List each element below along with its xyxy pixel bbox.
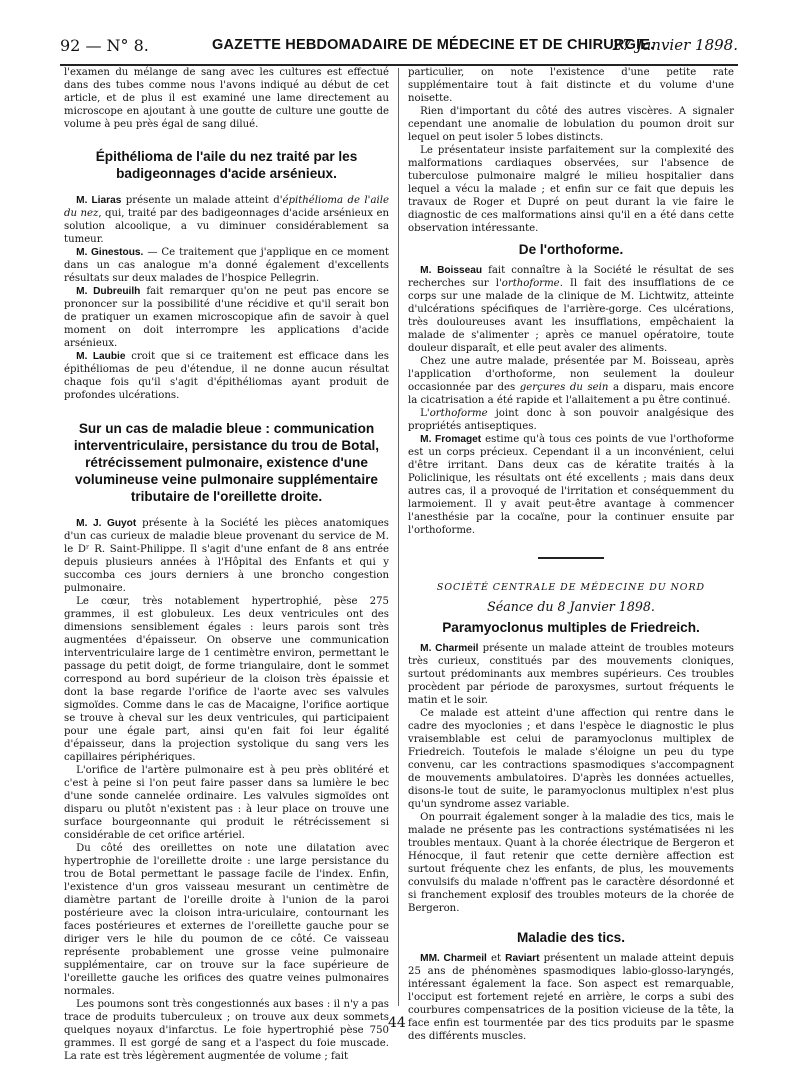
paragraph: On pourrait également songer à la maladie des tics, mais le malade ne présente pas les contractions systématisées ni les troubles mentaux. Quant à la chorée électrique de Bergeron et Hénocque, il faut retenir que cette dernière affection est surtout fréquente chez les enfants, de plus, les mouvements convulsifs du malade n'offrent pas le caractère désordonné et si franchement explosif des troubles moteurs de la chorée de Bergeron. <box>408 812 734 914</box>
speaker-name: M. Dubreuilh <box>76 286 141 297</box>
text-run: fait remarquer qu'on ne peut pas encore se prononcer sur la possibilité d'une récidive et qu'il serait bon de pratiquer un examen microscopique afin de savoir à quel moment on doit interrompre les applications d'acide arsénieux. <box>64 286 389 349</box>
paragraph <box>64 350 389 402</box>
section-title: Sur un cas de maladie bleue : communication interventriculaire, persistance du trou de Botal, rétrécissement pulmonaire, existence d'une volumineuse veine pulmonaire supplémentaire tributaire de l'oreillette droite. <box>73 421 380 504</box>
speaker-name: M. Fromaget <box>420 434 482 445</box>
speaker-name: M. Boisseau <box>420 265 483 276</box>
section-title: De l'orthoforme. <box>518 242 624 257</box>
society-heading: SOCIÉTÉ CENTRALE DE MÉDECINE DU NORD <box>436 582 706 593</box>
text-run: . Il fait des insufflations de ce corps sur une malade de la clinique de M. Lichtwitz, atteinte d'ulcérations spécifiques de l'arrière-gorge. Ces ulcérations, très douloureuses avant les insufflations, empêchaient la malade de s'alimenter ; après ce manuel opératoire, toute douleur disparaît, et elle peut avaler des aliments. <box>408 278 734 354</box>
text-run: L' <box>420 408 430 419</box>
right-column <box>408 66 734 1043</box>
paragraph <box>64 194 389 246</box>
paragraph: Du côté des oreillettes on note une dilatation avec hypertrophie de l'oreillette droite : une large persistance du trou de Botal permettant le passage facile de l'index. Enfin, l'existence d'un gros vaisseau mesurant un centimètre de diamètre partant de l'oreille droite à l'union de la paroi postérieure avec la cloison intra-uriculaire, contournant les faces postérieures et externes de l'oreillette gauche pour se diriger vers le hile du poumon de ce côté. Ce vaisseau représente probablement une grosse veine pulmonaire supplémentaire, car on trouve sur la face supérieure de l'oreillette gauche les orifices des quatre veines pulmonaires normales. <box>64 843 389 997</box>
paragraph <box>408 642 734 707</box>
text-run: fait connaître à la Société le résultat de ses recherches sur l' <box>408 265 734 289</box>
text-run: Chez une autre malade, présentée par M. Boisseau, après l'application d'orthoforme, non seulement la douleur occasionnée par des <box>408 356 734 393</box>
text-run: estime qu'à tous ces points de vue l'orthoforme est un corps précieux. Cependant il a un inconvénient, celui d'être irritant. Dans deux cas de kératite traités à la Policlinique, les résultats ont été excellents ; mais dans deux autres cas, il a provoqué de l'irritation et conséquemment du larmoiement. Il y avait peut-être avantage à commencer l'anesthésie par la cocaïne, pour la continuer ensuite par l'orthoforme. <box>408 434 735 536</box>
italic-run: orthoforme <box>429 408 488 419</box>
paragraph: Les poumons sont très congestionnés aux bases : il n'y a pas trace de produits tuberculeux ; on trouve aux deux sommets quelques noyaux d'infarctus. Le foie hypertrophié pèse 750 grammes. Il est gorgé de sang et a l'aspect du foie muscade. La rate est très légèrement augmentée de volume ; fait <box>64 999 389 1062</box>
page-label: 92 — N° 8. <box>60 36 149 55</box>
section-title: Maladie des tics. <box>516 930 626 945</box>
paragraph <box>408 433 734 537</box>
paragraph: Rien d'important du côté des autres viscères. A signaler cependant une anomalie de lobulation du poumon droit sur lequel on peut isoler 5 lobes distincts. <box>408 106 734 143</box>
speaker-name: M. Liaras <box>76 195 122 206</box>
text-run: présentent un malade atteint depuis 25 ans de phénomènes spasmodiques labio-glosso-laryngés, intéressant également la face. Son aspect est remarquable, l'occiput est fortement rejeté en arrière, le corps a subi des courbures compensatrices de la position vicieuse de la tête, la face enfin est tourmentée par des tics produits par le spasme des différents muscles. <box>408 953 735 1042</box>
paragraph <box>64 285 389 350</box>
section-title: Épithélioma de l'aile du nez traité par les badigeonnages d'acide arsénieux. <box>95 149 358 181</box>
speaker-name: M. Laubie <box>76 351 126 362</box>
paragraph <box>408 952 734 1043</box>
left-column <box>64 66 389 1063</box>
text-run: présente un malade atteint d' <box>121 195 283 206</box>
session-date: Séance du 8 Janvier 1898. <box>487 599 655 614</box>
section-title: Paramyoclonus multiples de Friedreich. <box>442 620 700 635</box>
text-run: joint donc à son pouvoir analgésique des propriétés antiseptiques. <box>408 408 734 432</box>
paragraph: particulier, on note l'existence d'une petite rate supplémentaire tout à fait distincte et du volume d'une noisette. <box>408 67 734 104</box>
paragraph <box>408 355 734 407</box>
italic-run: orthoforme <box>501 278 560 289</box>
italic-run: gerçures du sein <box>519 382 609 393</box>
paragraph: L'orifice de l'artère pulmonaire est à peu près oblitéré et c'est à peine si l'on peut faire passer dans sa lumière le bec d'une sonde cannelée ordinaire. Les valvules sigmoïdes ont disparu ou plutôt n'existent pas : à leur place on trouve une surface bourgeonnante qui produit le rétrécissement si considérable de cet orifice artériel. <box>64 765 389 841</box>
journal-title: GAZETTE HEBDOMADAIRE DE MÉDECINE ET DE CHIRURGIE. <box>212 37 655 53</box>
column-separator <box>398 68 399 1006</box>
paragraph: l'examen du mélange de sang avec les cultures est effectué dans des tubes comme nous l'avons indiqué au début de cet article, et de plus il est examiné une lame directement au microscope en ajoutant à une goutte de culture une goutte de volume à peu près égal de sang dilué. <box>64 67 389 130</box>
italic-run: épithélioma de l'aile du nez <box>64 195 389 219</box>
paragraph <box>408 264 734 355</box>
text-run: — Ce traitement que j'applique en ce moment dans un cas analogue m'a donné également d'excellents résultats sur deux malades de l'hospice Pellegrin. <box>64 247 389 284</box>
issue-date: 27 Janvier 1898. <box>612 36 738 54</box>
running-header <box>60 36 738 58</box>
paragraph: Ce malade est atteint d'une affection qui rentre dans le cadre des myoclonies ; et dans l'espèce le diagnostic le plus vraisemblable est celui de paramyoclonus multiplex de Friedreich. Toutefois le malade s'éloigne un peu du type convenu, car les contractions spasmodiques s'accompagnent de mouvements ambulatoires. D'après les données actuelles, disons-le tout de suite, le paramyoclonus multiplex n'est plus qu'un syndrome assez variable. <box>408 708 734 810</box>
speaker-name: M. Charmeil <box>420 643 479 654</box>
text-run: présente à la Société les pièces anatomiques d'un cas curieux de maladie bleue provenant du service de M. le Dʳ R. Saint-Philippe. Il s'agit d'une enfant de 8 ans entrée depuis plusieurs années à l'Hôpital des Enfants et qui y succomba ces jours derniers à une broncho congestion pulmonaire. <box>64 518 389 594</box>
speaker-name: M. Ginestous. <box>76 247 144 258</box>
page-number: 44 <box>388 1015 406 1031</box>
text-run: et <box>486 953 506 964</box>
speaker-name: M. J. Guyot <box>76 518 137 529</box>
text-run: présente un malade atteint de troubles moteurs très curieux, constitués par des mouvements cloniques, surtout prédominants aux membres supérieurs. Ces troubles procèdent par période de paroxysmes, surtout fréquents le matin et le soir. <box>408 643 734 706</box>
paragraph <box>64 517 389 595</box>
speaker-name: Raviart <box>505 953 540 964</box>
paragraph <box>408 407 734 433</box>
text-run: croit que si ce traitement est efficace dans les épithéliomas de peu d'étendue, il ne donne aucun résultat chaque fois qu'il s'agit d'épithéliomas ayant produit de profondes ulcérations. <box>64 351 389 401</box>
text-run: , qui, traité par des badigeonnages d'acide arsénieux en solution alcoolique, a vu diminuer considérablement sa tumeur. <box>64 208 389 245</box>
text-run: a disparu, mais encore la cicatrisation a été rapide et l'allaitement a pu être continué. <box>408 382 735 406</box>
paragraph: Le cœur, très notablement hypertrophié, pèse 275 grammes, il est globuleux. Les deux ventricules ont des dimensions sensiblement égales : leurs parois sont très augmentées d'épaisseur. On observe une communication interventriculaire large de 1 centimètre environ, permettant le passage du petit doigt, de forme triangulaire, dont le sommet correspond au bord supérieur de la cloison très épaissie et dont la base regarde l'orifice de l'aorte avec ses valvules sigmoïdes. Comme dans le cas de Macaigne, l'orifice aortique se trouve à cheval sur les deux ventricules, qui participaient pour une égale part, ainsi qu'en fait foi leur égalité d'épaisseur, dans la projection systolique du sang vers les capillaires périphériques. <box>64 596 389 763</box>
paragraph: Le présentateur insiste parfaitement sur la complexité des malformations cardiaques observées, sur l'absence de tuberculose pulmonaire malgré le milieu hospitalier dans lequel a vécu la malade ; et enfin sur ce fait que depuis les travaux de Roger et Dupré on peut durant la vie faire le diagnostic de ces malformations ainsi qu'il en a été dans cette observation intéressante. <box>408 145 734 234</box>
paragraph <box>64 246 389 285</box>
speaker-name: MM. Charmeil <box>420 953 487 964</box>
